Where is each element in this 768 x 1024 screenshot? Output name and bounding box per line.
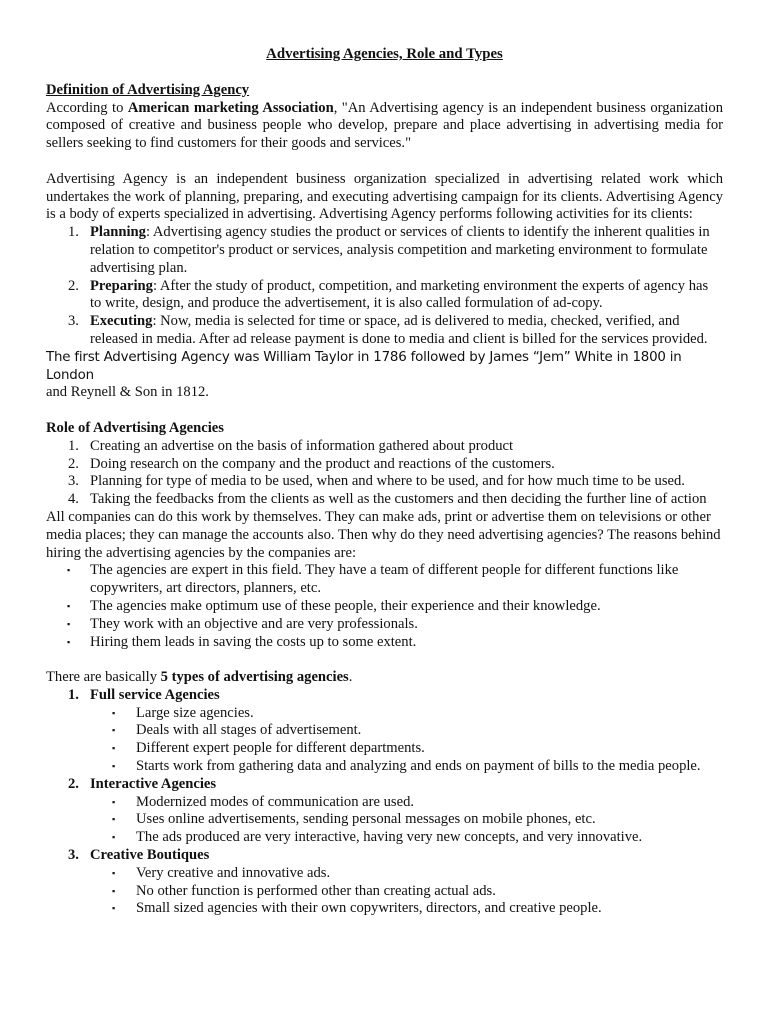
square-bullet-icon: ▪	[67, 618, 71, 629]
list-item	[46, 794, 723, 812]
list-item	[46, 634, 723, 652]
history-line-1: The first Advertising Agency was William Taylor in 1786 followed by James “Jem” White in 1800 in London	[46, 349, 682, 383]
square-bullet-icon: ▪	[112, 903, 116, 914]
point-text: Different expert people for different departments.	[136, 740, 425, 757]
activities-list	[46, 224, 723, 349]
type-points	[46, 705, 723, 776]
types-list	[46, 847, 723, 865]
definition-heading: Definition of Advertising Agency	[46, 81, 250, 98]
square-bullet-icon: ▪	[112, 761, 116, 772]
type-points	[46, 794, 723, 847]
history-line-2: and Reynell & Son in 1812.	[46, 384, 209, 401]
point-text: Deals with all stages of advertisement.	[136, 722, 362, 739]
page-title: Advertising Agencies, Role and Types	[266, 46, 503, 62]
list-item	[46, 456, 723, 474]
activity-text: : After the study of product, competition, and marketing environment the experts of agency has to write, design, and produce the advertisement, it is also called formulation of ad-copy.	[90, 277, 709, 312]
list-number: 1.	[68, 437, 79, 454]
list-item	[46, 705, 723, 723]
activity-text: : Advertising agency studies the product or services of clients to identify the inherent qualities in relation to competitor's product or services, analysis competition and marketing environment to formulate advertising plan.	[90, 224, 710, 276]
list-number: 4.	[68, 491, 79, 508]
definition-paragraph-1	[46, 100, 723, 153]
types-list	[46, 687, 723, 705]
role-text: Taking the feedbacks from the clients as well as the customers and then deciding the further line of action	[90, 491, 707, 508]
list-item	[46, 722, 723, 740]
list-number: 2.	[68, 455, 79, 472]
square-bullet-icon: ▪	[112, 867, 116, 878]
definition-paragraph-2: Advertising Agency is an independent business organization specialized in advertising related work which undertakes the work of planning, preparing, and executing advertising campaign for its clients. Advertising Agency is a body of experts specialized in advertising. Advertising Agency performs following activities for its clients:	[46, 170, 723, 223]
role-text: Doing research on the company and the product and reactions of the customers.	[90, 455, 555, 472]
reason-text: The agencies make optimum use of these people, their experience and their knowledge.	[90, 597, 601, 614]
list-item	[46, 883, 723, 901]
role-heading: Role of Advertising Agencies	[46, 419, 224, 436]
list-item	[46, 758, 723, 776]
square-bullet-icon: ▪	[112, 885, 116, 896]
role-list	[46, 438, 723, 509]
list-number: 2.	[68, 775, 79, 792]
list-item	[46, 598, 723, 616]
list-item	[46, 900, 723, 918]
square-bullet-icon: ▪	[112, 796, 116, 807]
square-bullet-icon: ▪	[112, 725, 116, 736]
list-item	[46, 313, 723, 349]
reasons-list	[46, 562, 723, 651]
list-item	[46, 473, 723, 491]
types-list	[46, 776, 723, 794]
list-item	[46, 224, 723, 277]
point-text: Starts work from gathering data and analyzing and ends on payment of bills to the media people.	[136, 758, 701, 775]
definition-quote: , "An Advertising agency is an independent business organization composed of creative and business people who develop, prepare and place advertising in advertising media for sellers seeking to find customers for their goods and services."	[46, 99, 724, 152]
types-intro	[46, 669, 723, 687]
types-count: 5 types of advertising agencies	[160, 669, 349, 686]
reason-text: They work with an objective and are very professionals.	[90, 615, 418, 632]
types-intro-end: .	[348, 669, 353, 686]
activity-term: Executing	[90, 313, 153, 330]
type-item	[46, 687, 723, 705]
square-bullet-icon: ▪	[112, 814, 116, 825]
list-item	[46, 811, 723, 829]
type-name: Creative Boutiques	[90, 847, 210, 864]
list-item	[46, 562, 723, 598]
activity-term: Planning	[90, 224, 146, 241]
square-bullet-icon: ▪	[67, 636, 71, 647]
types-intro-lead: There are basically	[46, 669, 161, 686]
reason-text: Hiring them leads in saving the costs up to some extent.	[90, 633, 417, 650]
point-text: Modernized modes of communication are used.	[136, 793, 415, 810]
square-bullet-icon: ▪	[67, 600, 71, 611]
list-number: 1.	[68, 224, 79, 241]
square-bullet-icon: ▪	[112, 743, 116, 754]
role-text: Creating an advertise on the basis of information gathered about product	[90, 437, 514, 454]
type-name: Interactive Agencies	[90, 775, 217, 792]
square-bullet-icon: ▪	[112, 832, 116, 843]
list-item	[46, 865, 723, 883]
square-bullet-icon: ▪	[112, 707, 116, 718]
ama-name: American marketing Association	[127, 99, 334, 116]
list-item	[46, 438, 723, 456]
list-item	[46, 491, 723, 509]
point-text: Large size agencies.	[136, 704, 254, 721]
type-points	[46, 865, 723, 918]
list-item	[46, 740, 723, 758]
role-text: Planning for type of media to be used, when and where to be used, and for how much time to be used.	[90, 473, 685, 490]
list-number: 3.	[68, 847, 79, 864]
reasons-intro: All companies can do this work by themselves. They can make ads, print or advertise them on televisions or other media places; they can manage the accounts also. Then why do they need advertising agencies? The reasons behind hiring the advertising agencies by the companies are:	[46, 508, 721, 561]
list-item	[46, 616, 723, 634]
point-text: Small sized agencies with their own copywriters, directors, and creative people.	[136, 900, 602, 917]
activity-term: Preparing	[90, 277, 153, 294]
square-bullet-icon: ▪	[67, 565, 71, 576]
point-text: No other function is performed other than creating actual ads.	[136, 882, 496, 899]
list-item	[46, 829, 723, 847]
list-number: 3.	[68, 313, 79, 330]
type-item	[46, 847, 723, 865]
history-paragraph	[46, 349, 723, 402]
list-number: 2.	[68, 277, 79, 294]
type-item	[46, 776, 723, 794]
list-number: 3.	[68, 473, 79, 490]
type-name: Full service Agencies	[90, 686, 220, 703]
list-item	[46, 278, 723, 314]
list-number: 1.	[68, 686, 79, 703]
point-text: Very creative and innovative ads.	[136, 864, 331, 881]
activity-text: : Now, media is selected for time or space, ad is delivered to media, checked, verified, and released in media. After ad release payment is done to media and client is billed for the services provided.	[90, 313, 708, 347]
point-text: The ads produced are very interactive, having very new concepts, and very innovative.	[136, 829, 643, 846]
reason-text: The agencies are expert in this field. They have a team of different people for different functions like copywriters, art directors, planners, etc.	[90, 562, 679, 597]
point-text: Uses online advertisements, sending personal messages on mobile phones, etc.	[136, 811, 596, 828]
definition-lead: According to	[46, 99, 128, 116]
